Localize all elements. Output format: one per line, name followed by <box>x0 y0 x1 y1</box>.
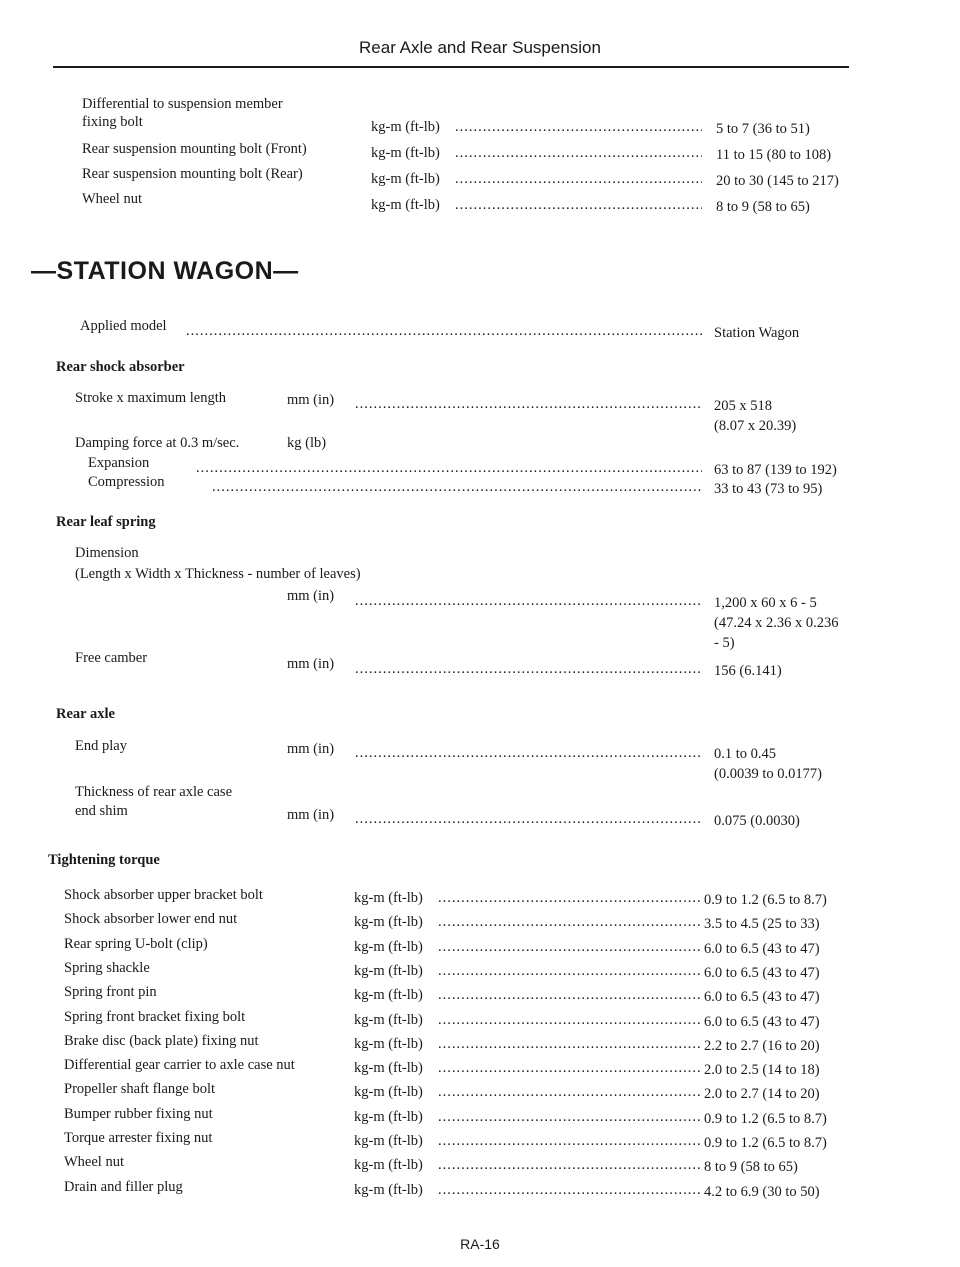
torque-item-label: Shock absorber upper bracket bolt <box>64 887 263 903</box>
torque-item-label: Shock absorber lower end nut <box>64 911 238 928</box>
header-rule <box>53 66 849 68</box>
torque-item-label: Drain and filler plug <box>64 1178 183 1195</box>
shock-absorber-heading: Rear shock absorber <box>56 359 185 375</box>
stroke-value-line2: (8.07 x 20.39) <box>714 418 797 434</box>
torque-item-label: Wheel nut <box>64 1154 124 1171</box>
spec-value-rear-bolt: 20 to 30 (145 to 217) <box>716 173 839 189</box>
spec-unit-wheel-nut: kg-m (ft-lb) <box>371 197 440 213</box>
dot-leader <box>438 938 702 956</box>
dot-leader <box>438 1132 702 1150</box>
dot-leader <box>438 1083 702 1101</box>
compression-label: Compression <box>88 474 165 490</box>
dimension-value-line3: - 5) <box>714 635 735 651</box>
torque-item-unit: kg-m (ft-lb) <box>354 1181 423 1198</box>
spec-label-front-bolt: Rear suspension mounting bolt (Front) <box>82 141 307 157</box>
torque-item-label: Spring front pin <box>64 984 157 1001</box>
spec-unit-diff: kg-m (ft-lb) <box>371 119 440 135</box>
rear-axle-heading: Rear axle <box>56 706 115 722</box>
spec-label-rear-bolt: Rear suspension mounting bolt (Rear) <box>82 166 303 182</box>
dot-leader <box>438 986 702 1004</box>
torque-item-value: 0.9 to 1.2 (6.5 to 8.7) <box>704 1135 827 1151</box>
free-camber-value: 156 (6.141) <box>714 663 782 679</box>
torque-item-unit: kg-m (ft-lb) <box>354 890 423 906</box>
torque-item-label: Spring shackle <box>64 959 150 976</box>
spec-value-diff: 5 to 7 (36 to 51) <box>716 121 810 137</box>
torque-item-unit: kg-m (ft-lb) <box>354 1011 423 1028</box>
dot-leader <box>438 1059 702 1077</box>
free-camber-unit: mm (in) <box>287 656 335 672</box>
shim-label-line2: end shim <box>75 803 128 819</box>
damping-label: Damping force at 0.3 m/sec. <box>75 435 240 451</box>
torque-item-value: 6.0 to 6.5 (43 to 47) <box>704 989 820 1006</box>
spec-value-wheel-nut: 8 to 9 (58 to 65) <box>716 199 810 215</box>
torque-item-value: 6.0 to 6.5 (43 to 47) <box>704 940 820 957</box>
dot-leader <box>438 1035 702 1053</box>
dot-leader <box>355 660 702 678</box>
spec-unit-front-bolt: kg-m (ft-lb) <box>371 145 440 161</box>
dot-leader <box>438 1011 702 1029</box>
torque-heading: Tightening torque <box>48 852 160 868</box>
torque-item-value: 2.0 to 2.5 (14 to 18) <box>704 1062 820 1079</box>
shim-label-line1: Thickness of rear axle case <box>75 784 233 800</box>
dimension-unit: mm (in) <box>287 588 335 604</box>
spec-unit-rear-bolt: kg-m (ft-lb) <box>371 171 440 187</box>
torque-item-unit: kg-m (ft-lb) <box>354 1108 423 1125</box>
dot-leader <box>355 395 702 413</box>
dot-leader <box>438 889 702 907</box>
torque-item-value: 2.0 to 2.7 (14 to 20) <box>704 1086 820 1103</box>
dot-leader <box>186 322 702 340</box>
torque-item-label: Propeller shaft flange bolt <box>64 1081 215 1098</box>
torque-item-label: Rear spring U-bolt (clip) <box>64 935 208 952</box>
torque-item-value: 8 to 9 (58 to 65) <box>704 1159 798 1176</box>
torque-item-value: 3.5 to 4.5 (25 to 33) <box>704 916 820 933</box>
expansion-label: Expansion <box>88 455 150 471</box>
shim-value: 0.075 (0.0030) <box>714 813 800 829</box>
leaf-spring-heading: Rear leaf spring <box>56 514 156 530</box>
torque-item-value: 2.2 to 2.7 (16 to 20) <box>704 1037 820 1054</box>
damping-unit: kg (lb) <box>287 435 327 451</box>
stroke-unit: mm (in) <box>287 392 335 408</box>
dot-leader <box>355 592 702 610</box>
dimension-value-line2: (47.24 x 2.36 x 0.236 <box>714 615 839 631</box>
page-number: RA-16 <box>460 1236 500 1252</box>
section-title-station-wagon: —STATION WAGON— <box>31 257 299 285</box>
torque-item-value: 6.0 to 6.5 (43 to 47) <box>704 964 820 981</box>
torque-item-label: Spring front bracket fixing bolt <box>64 1008 246 1025</box>
dimension-value-line1: 1,200 x 60 x 6 - 5 <box>714 595 817 611</box>
torque-item-unit: kg-m (ft-lb) <box>354 987 423 1004</box>
torque-item-value: 6.0 to 6.5 (43 to 47) <box>704 1013 820 1030</box>
dot-leader <box>196 459 702 477</box>
dot-leader <box>438 913 702 931</box>
spec-label-diff-line2: fixing bolt <box>82 114 143 130</box>
applied-model-label: Applied model <box>80 318 167 334</box>
stroke-value-line1: 205 x 518 <box>714 398 772 414</box>
dot-leader <box>438 1181 702 1199</box>
torque-item-unit: kg-m (ft-lb) <box>354 1084 423 1101</box>
torque-item-unit: kg-m (ft-lb) <box>354 1060 423 1077</box>
torque-item-label: Torque arrester fixing nut <box>64 1130 213 1146</box>
torque-item-label: Differential gear carrier to axle case nut <box>64 1057 295 1074</box>
dot-leader <box>355 744 702 762</box>
page-header: Rear Axle and Rear Suspension <box>359 38 601 57</box>
dot-leader <box>438 1156 702 1174</box>
spec-value-front-bolt: 11 to 15 (80 to 108) <box>716 147 832 163</box>
stroke-label: Stroke x maximum length <box>75 390 227 406</box>
spec-label-wheel-nut: Wheel nut <box>82 191 142 207</box>
torque-item-label: Brake disc (back plate) fixing nut <box>64 1032 259 1049</box>
expansion-value: 63 to 87 (139 to 192) <box>714 462 837 478</box>
torque-item-unit: kg-m (ft-lb) <box>354 1133 423 1149</box>
end-play-label: End play <box>75 738 127 754</box>
spec-label-diff-line1: Differential to suspension member <box>82 96 283 112</box>
end-play-unit: mm (in) <box>287 741 335 757</box>
torque-item-unit: kg-m (ft-lb) <box>354 938 423 955</box>
dot-leader <box>455 170 702 188</box>
dot-leader <box>455 196 702 214</box>
dot-leader <box>455 144 702 162</box>
dot-leader <box>438 962 702 980</box>
dot-leader <box>438 1108 702 1126</box>
torque-item-unit: kg-m (ft-lb) <box>354 1157 423 1174</box>
torque-item-value: 0.9 to 1.2 (6.5 to 8.7) <box>704 1110 827 1127</box>
dot-leader <box>455 118 702 136</box>
dimension-subtitle: (Length x Width x Thickness - number of leaves) <box>75 566 361 582</box>
torque-item-label: Bumper rubber fixing nut <box>64 1105 213 1122</box>
dot-leader <box>212 478 702 496</box>
dot-leader <box>355 810 702 828</box>
torque-item-unit: kg-m (ft-lb) <box>354 914 423 931</box>
free-camber-label: Free camber <box>75 650 148 666</box>
end-play-value-line1: 0.1 to 0.45 <box>714 746 777 762</box>
dimension-label: Dimension <box>75 545 139 561</box>
torque-item-unit: kg-m (ft-lb) <box>354 962 423 979</box>
applied-model-value: Station Wagon <box>714 325 800 341</box>
shim-unit: mm (in) <box>287 807 335 823</box>
torque-item-value: 4.2 to 6.9 (30 to 50) <box>704 1183 820 1200</box>
end-play-value-line2: (0.0039 to 0.0177) <box>714 766 822 782</box>
torque-item-value: 0.9 to 1.2 (6.5 to 8.7) <box>704 892 827 908</box>
torque-item-unit: kg-m (ft-lb) <box>354 1035 423 1052</box>
compression-value: 33 to 43 (73 to 95) <box>714 481 823 497</box>
